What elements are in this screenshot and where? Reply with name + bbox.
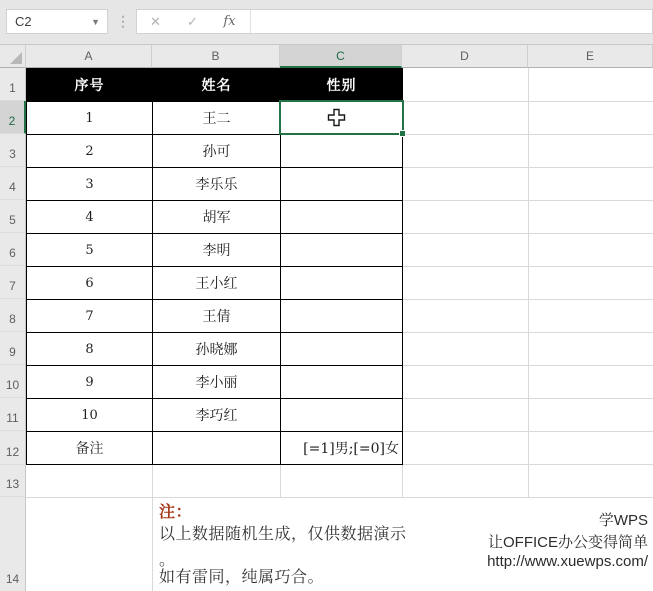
data-table (26, 68, 403, 465)
header-cell-name[interactable]: 姓名 (153, 69, 280, 101)
cell-gender[interactable] (281, 366, 402, 398)
column-header-b[interactable]: B (152, 45, 280, 68)
select-all-triangle-icon (10, 52, 22, 64)
cell-serial[interactable]: 4 (27, 201, 152, 233)
row-header-6[interactable]: 6 (0, 233, 26, 266)
cell-name[interactable]: 孙可 (153, 135, 280, 167)
gridline (26, 497, 653, 498)
row-header-14[interactable]: 14 (0, 497, 26, 591)
formula-toolbar (0, 0, 653, 45)
cell-serial[interactable]: 6 (27, 267, 152, 299)
cell-footer-format[interactable]: [=1]男;[=0]女 (281, 432, 402, 464)
gridline (280, 465, 281, 497)
cell-serial[interactable]: 10 (27, 399, 152, 431)
note-line-1: 以上数据随机生成，仅供数据演示 (159, 526, 407, 543)
row-header-12[interactable]: 12 (0, 431, 26, 465)
cell-name[interactable]: 王二 (153, 102, 280, 134)
cell-serial[interactable]: 7 (27, 300, 152, 332)
column-header-e[interactable]: E (528, 45, 653, 68)
cell-serial[interactable]: 8 (27, 333, 152, 365)
cell-serial[interactable]: 9 (27, 366, 152, 398)
cell-footer-label[interactable]: 备注 (27, 432, 152, 464)
cell-gender-selected[interactable] (281, 102, 402, 134)
column-header-c-selected[interactable]: C (280, 45, 402, 68)
cell-name[interactable]: 王倩 (153, 300, 280, 332)
cell-serial[interactable]: 2 (27, 135, 152, 167)
row-header-10[interactable]: 10 (0, 365, 26, 398)
note-line-2: 。 (159, 552, 176, 569)
row-header-3[interactable]: 3 (0, 134, 26, 167)
row-header-5[interactable]: 5 (0, 200, 26, 233)
cell-footer-empty[interactable] (153, 432, 280, 464)
header-cell-gender[interactable]: 性别 (281, 69, 402, 101)
cell-gender[interactable] (281, 234, 402, 266)
cancel-icon[interactable]: ✕ (150, 13, 161, 29)
formula-input[interactable] (251, 10, 652, 33)
row-header-1[interactable]: 1 (0, 68, 26, 101)
confirm-icon[interactable]: ✓ (187, 13, 198, 29)
select-all-button[interactable] (0, 45, 26, 68)
formula-bar (136, 9, 653, 34)
cell-gender[interactable] (281, 267, 402, 299)
gridline (402, 465, 403, 497)
gridline (528, 68, 529, 497)
name-box[interactable] (6, 9, 108, 34)
row-header-8[interactable]: 8 (0, 299, 26, 332)
row-header-13[interactable]: 13 (0, 465, 26, 497)
cell-gender[interactable] (281, 399, 402, 431)
cell-gender[interactable] (281, 201, 402, 233)
row-header-2-selected[interactable]: 2 (0, 101, 26, 134)
cell-gender[interactable] (281, 135, 402, 167)
cell-serial[interactable]: 1 (27, 102, 152, 134)
gridline (152, 465, 153, 591)
row-header-4[interactable]: 4 (0, 167, 26, 200)
row-header-9[interactable]: 9 (0, 332, 26, 365)
branding-line-2: 让OFFICE办公变得简单 (488, 534, 648, 551)
row-header-7[interactable]: 7 (0, 266, 26, 299)
cell-name[interactable]: 孙晓娜 (153, 333, 280, 365)
column-header-a[interactable]: A (26, 45, 152, 68)
cell-name[interactable]: 李明 (153, 234, 280, 266)
cell-name[interactable]: 胡军 (153, 201, 280, 233)
note-line-3: 如有雷同，纯属巧合。 (159, 569, 325, 586)
cell-gender[interactable] (281, 300, 402, 332)
cell-serial[interactable]: 3 (27, 168, 152, 200)
cell-name[interactable]: 李乐乐 (153, 168, 280, 200)
note-title: 注： (159, 504, 193, 521)
column-header-d[interactable]: D (402, 45, 528, 68)
chevron-down-icon[interactable]: ▼ (91, 17, 100, 27)
cell-gender[interactable] (281, 168, 402, 200)
insert-function-icon[interactable]: fx (223, 14, 236, 29)
cell-serial[interactable]: 5 (27, 234, 152, 266)
branding-url: http://www.xuewps.com/ (487, 553, 648, 570)
name-box-value: C2 (15, 14, 32, 29)
cell-name[interactable]: 李巧红 (153, 399, 280, 431)
row-header-11[interactable]: 11 (0, 398, 26, 431)
cell-name[interactable]: 王小红 (153, 267, 280, 299)
header-cell-serial[interactable]: 序号 (27, 69, 152, 101)
branding-line-1: 学WPS (598, 512, 648, 529)
grip-dots-icon: ⋮ (116, 13, 130, 29)
cell-name[interactable]: 李小丽 (153, 366, 280, 398)
cell-gender[interactable] (281, 333, 402, 365)
